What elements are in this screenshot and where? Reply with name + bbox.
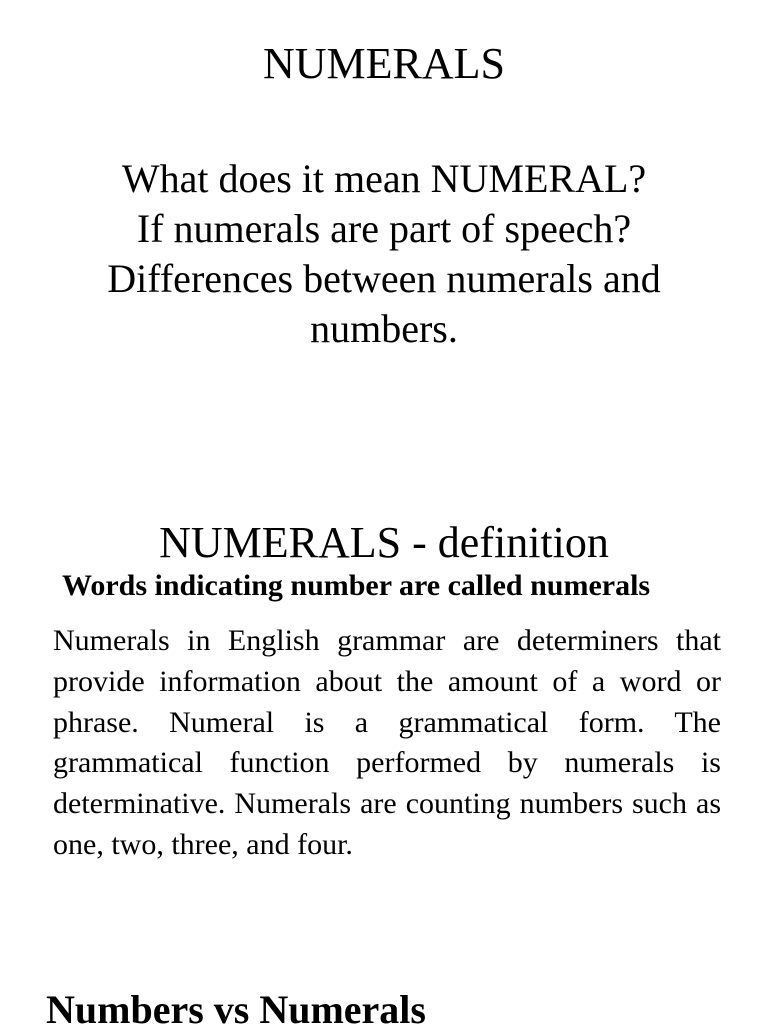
definition-title: NUMERALS - definition: [159, 518, 609, 567]
definition-subtitle: Words indicating number are called numerals: [62, 569, 651, 602]
question-line: numbers.: [310, 306, 458, 351]
question-line: What does it mean NUMERAL?: [121, 156, 647, 201]
definition-paragraph: Numerals in English grammar are determiners that provide information about the amount of a word or phrase. Numeral is a grammatical form. The grammatical function performed by numerals is determinative. Numerals are counting numbers such as one, two, three, and four.: [53, 624, 721, 861]
question-line: If numerals are part of speech?: [136, 206, 632, 251]
question-line: Differences between numerals and: [107, 256, 661, 301]
questions-block: [60, 154, 708, 354]
section-heading: Numbers vs Numerals: [46, 987, 426, 1024]
page-title: NUMERALS: [262, 39, 506, 88]
